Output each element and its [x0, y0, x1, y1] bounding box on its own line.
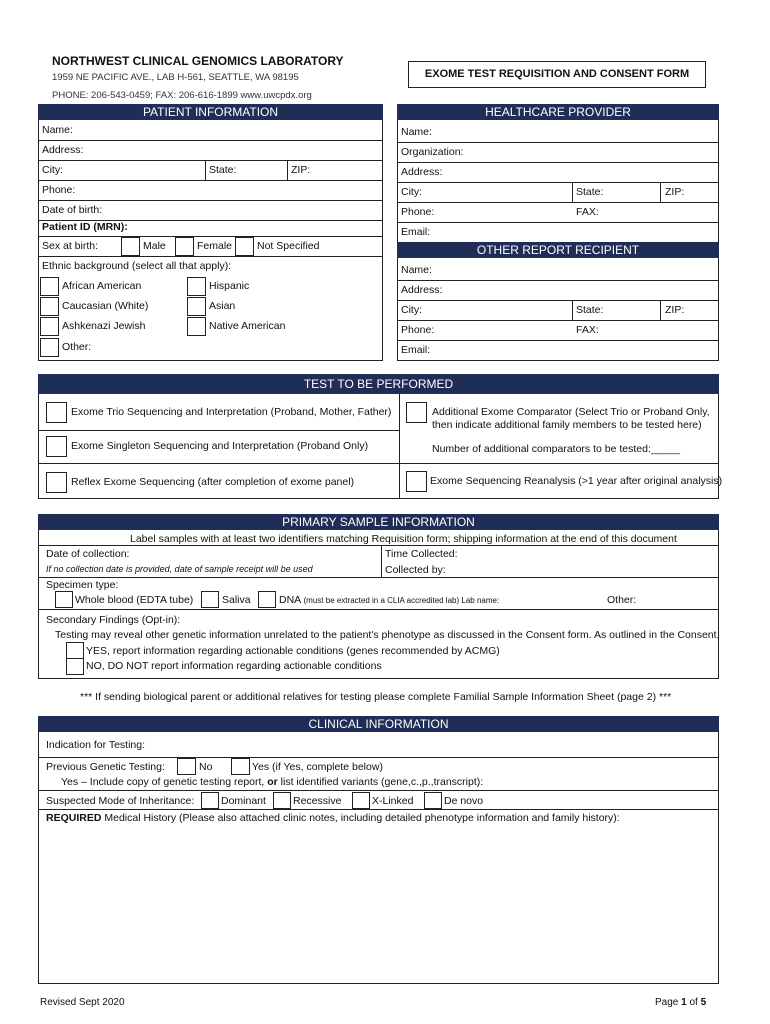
provider-fax-label: FAX: [576, 206, 599, 218]
page-current: 1 [681, 997, 687, 1008]
recipient-city-field[interactable] [398, 301, 718, 321]
ethnic-other-label: Other: [62, 341, 92, 353]
revised-date: Revised Sept 2020 [40, 997, 125, 1008]
form-title-box [408, 61, 706, 88]
provider-zip-label: ZIP: [665, 186, 685, 198]
sex-female-label: Female [197, 240, 233, 252]
provider-name-field[interactable]: Name: [398, 123, 718, 143]
specimen-dna-checkbox[interactable] [258, 591, 276, 608]
patient-phone-field[interactable]: Phone: [39, 181, 382, 201]
specimen-whole-blood-checkbox[interactable] [55, 591, 73, 608]
provider-email-field[interactable]: Email: [401, 226, 431, 238]
recipient-state-label: State: [576, 304, 604, 316]
specimen-whole-blood-label: Whole blood (EDTA tube) [75, 594, 194, 606]
recipient-phone-field[interactable] [398, 321, 718, 341]
previous-detail-or: or [267, 776, 278, 788]
provider-header: HEALTHCARE PROVIDER [397, 104, 719, 120]
familial-note: *** If sending biological parent or additional relatives for testing please complete Familial Sample Information Sheet (page 2) *** [80, 691, 672, 703]
sex-male-label: Male [143, 240, 166, 252]
secondary-yes-checkbox[interactable] [66, 642, 84, 659]
recipient-email-field[interactable]: Email: [401, 344, 431, 356]
sex-not-specified-label: Not Specified [257, 240, 320, 252]
provider-phone-label: Phone: [401, 206, 435, 218]
sample-collected-by[interactable]: Collected by: [385, 564, 446, 576]
test-comparator-checkbox[interactable] [406, 402, 427, 423]
ethnic-label: Ethnic background (select all that apply): [42, 260, 232, 272]
test-comparator-line1: Additional Exome Comparator (Select Trio or Proband Only, [432, 406, 710, 418]
ethnic-native-american-label: Native American [209, 320, 286, 332]
test-trio-label: Exome Trio Sequencing and Interpretation (Proband, Mother, Father) [71, 406, 392, 418]
recipient-address-field[interactable]: Address: [398, 281, 718, 301]
specimen-dna-text: DNA [279, 594, 301, 606]
test-reanalysis-checkbox[interactable] [406, 471, 427, 492]
clinical-previous-label: Previous Genetic Testing: [46, 761, 165, 773]
lab-contact: PHONE: 206-543-0459; FAX: 206-616-1899 www.uwcpdx.org [52, 90, 312, 101]
sex-not-specified-checkbox[interactable] [235, 237, 254, 256]
tests-header: TEST TO BE PERFORMED [38, 374, 719, 394]
ethnic-hispanic-checkbox[interactable] [187, 277, 206, 296]
recipient-city-label: City: [401, 304, 422, 316]
patient-name-field[interactable]: Name: [39, 121, 382, 141]
previous-no-checkbox[interactable] [177, 758, 196, 775]
sample-date-collection[interactable]: Date of collection: [46, 548, 130, 560]
previous-detail [61, 776, 483, 788]
page-number [655, 997, 706, 1008]
medical-history-field[interactable] [40, 828, 717, 982]
inheritance-label: Suspected Mode of Inheritance: [46, 795, 195, 807]
specimen-dna-note: (must be extracted in a CLIA accredited lab) Lab name: [303, 596, 500, 605]
sample-header: PRIMARY SAMPLE INFORMATION [38, 514, 719, 530]
specimen-saliva-checkbox[interactable] [201, 591, 219, 608]
inheritance-dominant-checkbox[interactable] [201, 792, 219, 809]
ethnic-native-american-checkbox[interactable] [187, 317, 206, 336]
sample-specimen-type: Specimen type: [46, 579, 119, 591]
ethnic-caucasian-label: Caucasian (White) [62, 300, 149, 312]
page-of: of [686, 997, 701, 1008]
ethnic-ashkenazi-checkbox[interactable] [40, 317, 59, 336]
medical-history-label [46, 812, 620, 824]
ethnic-other-checkbox[interactable] [40, 338, 59, 357]
patient-id-field[interactable]: Patient ID (MRN): [39, 219, 382, 237]
sex-female-checkbox[interactable] [175, 237, 194, 256]
test-trio-checkbox[interactable] [46, 402, 67, 423]
inheritance-de-novo-checkbox[interactable] [424, 792, 442, 809]
patient-sex-row [39, 237, 382, 257]
inheritance-recessive-checkbox[interactable] [273, 792, 291, 809]
recipient-fax-label: FAX: [576, 324, 599, 336]
ethnic-caucasian-checkbox[interactable] [40, 297, 59, 316]
test-singleton-checkbox[interactable] [46, 436, 67, 457]
secondary-text: Testing may reveal other genetic information unrelated to the patient's phenotype as discussed in the Consent form. As outlined in the Consent, [55, 629, 720, 641]
inheritance-recessive-label: Recessive [293, 795, 342, 807]
recipient-name-field[interactable]: Name: [398, 261, 718, 281]
test-reanalysis-label: Exome Sequencing Reanalysis (>1 year after original analysis) [430, 475, 723, 487]
page-total: 5 [700, 997, 707, 1008]
provider-state-label: State: [576, 186, 604, 198]
previous-detail-b: list identified variants (gene,c.,p.,transcript): [280, 776, 484, 788]
ethnic-ashkenazi-label: Ashkenazi Jewish [62, 320, 146, 332]
provider-city-label: City: [401, 186, 422, 198]
patient-zip-label: ZIP: [291, 164, 311, 176]
medical-history-text: Medical History (Please also attached clinic notes, including detailed phenotype information and family history): [104, 812, 620, 824]
patient-city-field[interactable] [39, 161, 382, 181]
recipient-phone-label: Phone: [401, 324, 435, 336]
form-title: EXOME TEST REQUISITION AND CONSENT FORM [424, 68, 690, 80]
previous-yes-label: Yes (if Yes, complete below) [252, 761, 383, 773]
ethnic-asian-checkbox[interactable] [187, 297, 206, 316]
previous-detail-a: Yes – Include copy of genetic testing report, [61, 776, 265, 788]
provider-address-field[interactable]: Address: [398, 163, 718, 183]
inheritance-x-linked-label: X-Linked [372, 795, 414, 807]
test-reflex-checkbox[interactable] [46, 472, 67, 493]
inheritance-dominant-label: Dominant [221, 795, 266, 807]
recipient-header: OTHER REPORT RECIPIENT [397, 242, 719, 258]
inheritance-de-novo-label: De novo [444, 795, 484, 807]
previous-yes-checkbox[interactable] [231, 758, 250, 775]
test-singleton-label: Exome Singleton Sequencing and Interpretation (Proband Only) [71, 440, 369, 452]
sex-male-checkbox[interactable] [121, 237, 140, 256]
provider-city-field[interactable] [398, 183, 718, 203]
specimen-saliva-label: Saliva [222, 594, 251, 606]
clinical-header: CLINICAL INFORMATION [38, 716, 719, 732]
specimen-dna-label [279, 594, 499, 606]
lab-name: NORTHWEST CLINICAL GENOMICS LABORATORY [52, 54, 344, 68]
ethnic-african-american-checkbox[interactable] [40, 277, 59, 296]
secondary-yes-label: YES, report information regarding actionable conditions (genes recommended by ACMG) [86, 645, 500, 657]
patient-state-label: State: [209, 164, 237, 176]
previous-no-label: No [199, 761, 213, 773]
specimen-other-label[interactable]: Other: [607, 594, 637, 606]
patient-sex-label: Sex at birth: [42, 240, 99, 252]
ethnic-hispanic-label: Hispanic [209, 280, 250, 292]
inheritance-x-linked-checkbox[interactable] [352, 792, 370, 809]
patient-address-field[interactable]: Address: [39, 141, 382, 161]
ethnic-asian-label: Asian [209, 300, 236, 312]
provider-phone-field[interactable] [398, 203, 718, 223]
recipient-zip-label: ZIP: [665, 304, 685, 316]
sample-instruction: Label samples with at least two identifiers matching Requisition form; shipping information at the end of this document [130, 533, 677, 545]
secondary-no-label: NO, DO NOT report information regarding actionable conditions [86, 660, 382, 672]
patient-header: PATIENT INFORMATION [38, 104, 383, 120]
required-label: REQUIRED [46, 812, 102, 824]
test-reflex-label: Reflex Exome Sequencing (after completion of exome panel) [71, 476, 355, 488]
patient-city-label: City: [42, 164, 63, 176]
provider-organization-field[interactable]: Organization: [398, 143, 718, 163]
sample-date-note: If no collection date is provided, date of sample receipt will be used [46, 564, 313, 574]
ethnic-african-american-label: African American [62, 280, 142, 292]
secondary-title: Secondary Findings (Opt-in): [46, 614, 181, 626]
test-comparator-line2: then indicate additional family members to be tested here) [432, 419, 702, 431]
patient-dob-field[interactable]: Date of birth: [39, 201, 382, 221]
secondary-no-checkbox[interactable] [66, 658, 84, 675]
lab-address: 1959 NE PACIFIC AVE., LAB H-561, SEATTLE, WA 98195 [52, 72, 299, 83]
clinical-indication[interactable]: Indication for Testing: [46, 739, 146, 751]
page-prefix: Page [655, 997, 682, 1008]
test-comparator-count[interactable]: Number of additional comparators to be tested:_____ [432, 443, 681, 455]
sample-time-collected[interactable]: Time Collected: [385, 548, 458, 560]
